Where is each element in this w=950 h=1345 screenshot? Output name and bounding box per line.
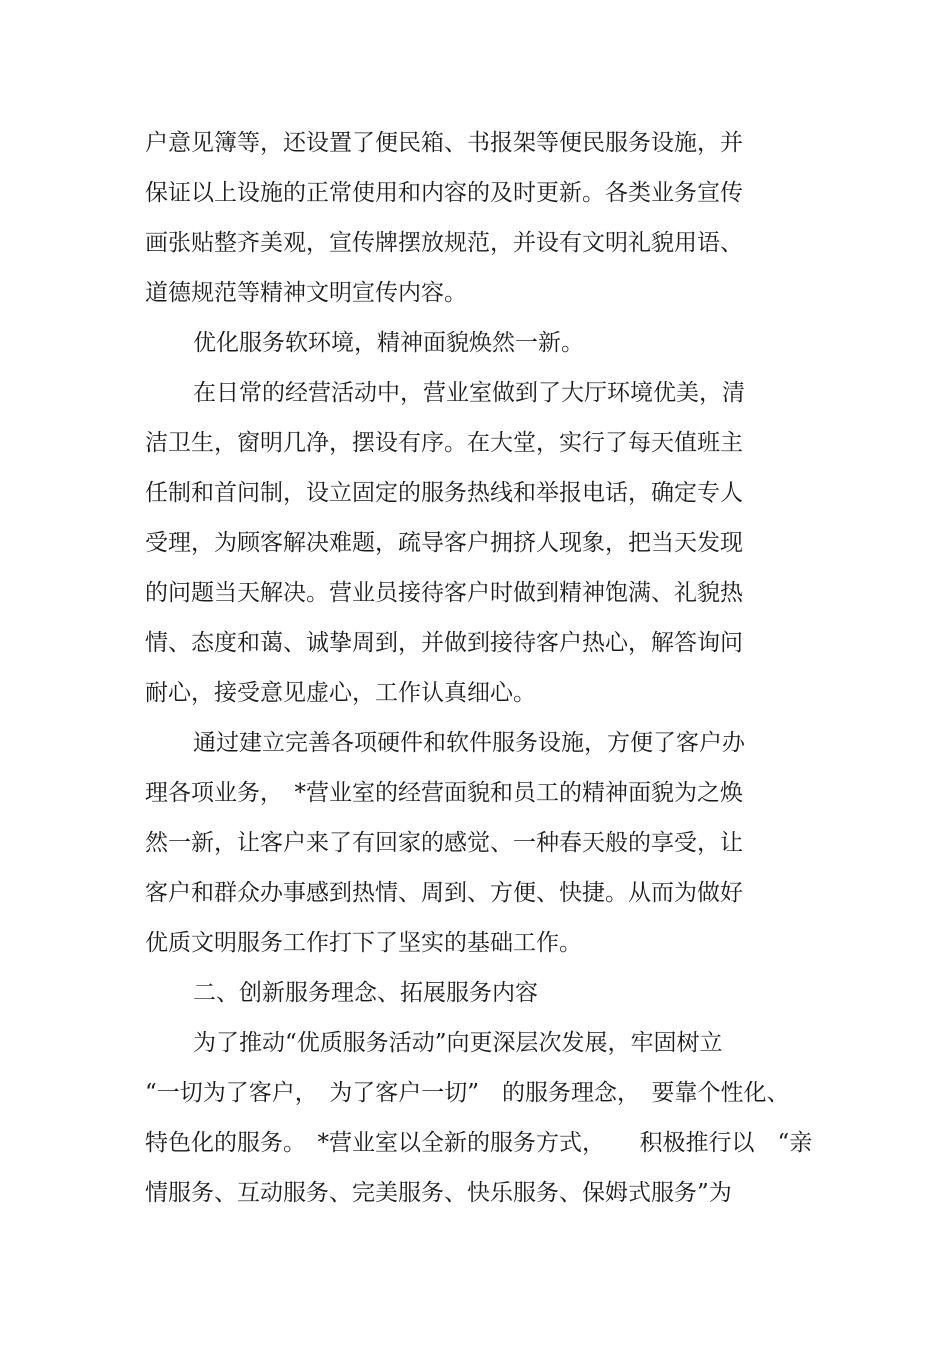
text-line: 保证以上设施的正常使用和内容的及时更新。各类业务宣传: [145, 180, 743, 206]
section-heading: 二、创新服务理念、拓展服务内容: [193, 980, 538, 1006]
text-line: 理各项业务， *营业室的经营面貌和员工的精神面貌为之焕: [145, 780, 743, 806]
text-line: 客户和群众办事感到热情、周到、方便、快捷。从而为做好: [145, 880, 743, 906]
text-line: 情、态度和蔼、诚挚周到，并做到接待客户热心，解答询问: [145, 630, 743, 656]
text-line: 道德规范等精神文明宣传内容。: [145, 280, 467, 306]
text-line: 洁卫生，窗明几净，摆设有序。在大堂，实行了每天值班主: [145, 430, 743, 456]
text-line: 的问题当天解决。营业员接待客户时做到精神饱满、礼貌热: [145, 580, 743, 606]
text-line: 在日常的经营活动中，营业室做到了大厅环境优美，清: [193, 380, 745, 406]
section-heading: 优化服务软环境，精神面貌焕然一新。: [193, 330, 584, 356]
text-line: 户意见簿等，还设置了便民箱、书报架等便民服务设施，并: [145, 130, 743, 156]
text-line: 特色化的服务。 *营业室以全新的服务方式， 积极推行以 “亲: [145, 1130, 813, 1156]
text-line: 画张贴整齐美观，宣传牌摆放规范，并设有文明礼貌用语、: [145, 230, 743, 256]
text-line: 优质文明服务工作打下了坚实的基础工作。: [145, 930, 582, 956]
text-line: 受理，为顾客解决难题，疏导客户拥挤人现象，把当天发现: [145, 530, 743, 556]
text-line: 耐心，接受意见虚心，工作认真细心。: [145, 680, 536, 706]
text-line: 情服务、互动服务、完美服务、快乐服务、保姆式服务”为: [145, 1180, 732, 1206]
text-line: 任制和首问制，设立固定的服务热线和举报电话，确定专人: [145, 480, 743, 506]
text-line: “一切为了客户， 为了客户一切” 的服务理念， 要靠个性化、: [145, 1080, 790, 1106]
text-line: 为了推动“优质服务活动”向更深层次发展，牢固树立: [193, 1030, 723, 1056]
text-line: 然一新，让客户来了有回家的感觉、一种春天般的享受，让: [145, 830, 743, 856]
text-line: 通过建立完善各项硬件和软件服务设施，方便了客户办: [193, 730, 745, 756]
